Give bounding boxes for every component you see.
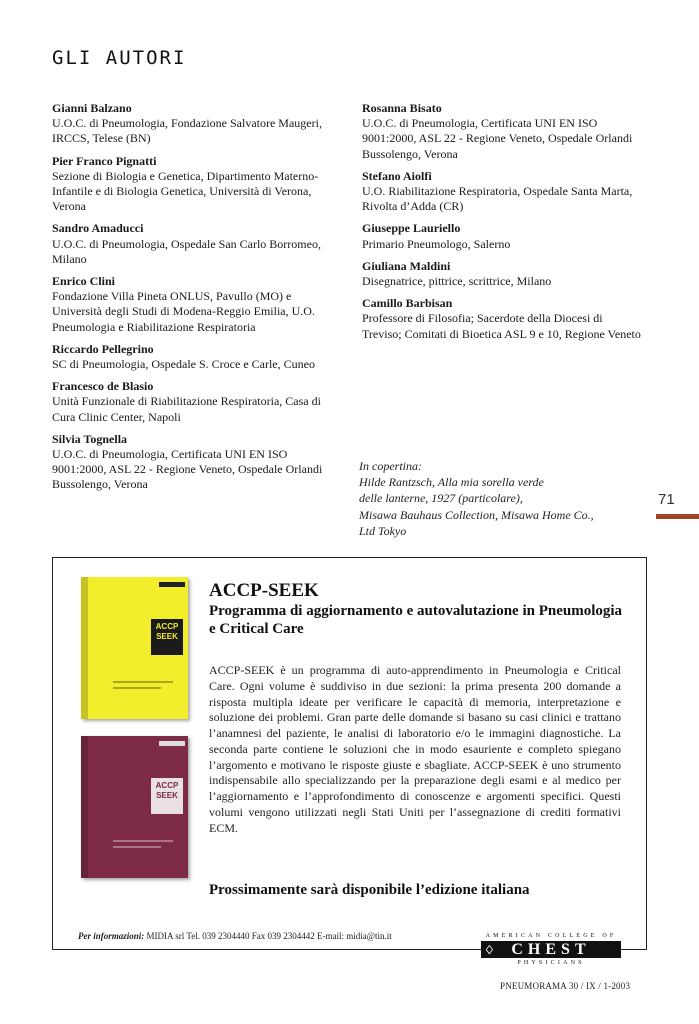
author-name: Enrico Clini <box>52 274 116 289</box>
author-entry <box>362 101 642 162</box>
ad-subtitle: Programma di aggiornamento e autovalutazione in Pneumologia e Critical Care <box>209 603 623 637</box>
author-entry <box>52 101 337 147</box>
logo-main-text: CHEST <box>511 941 591 958</box>
author-name: Rosanna Bisato <box>362 101 442 115</box>
author-entry <box>362 221 642 251</box>
author-affiliation: Disegnatrice, pittrice, scrittrice, Milano <box>362 274 552 289</box>
author-name: Silvia Tognella <box>52 431 128 446</box>
page-accent-bar <box>656 514 699 519</box>
cover-credit <box>359 458 649 539</box>
book-cover-maroon <box>81 736 188 878</box>
accp-seek-advertisement <box>52 557 647 950</box>
author-entry <box>362 259 642 289</box>
author-name: Giuseppe Lauriello <box>362 221 461 236</box>
author-entry <box>52 154 337 215</box>
author-name: Pier Franco Pignatti <box>52 153 157 168</box>
authors-column-left <box>52 101 337 500</box>
author-affiliation: Professore di Filosofia; Sacerdote della Diocesi di Treviso; Comitati di Bioetica ASL 9 e 10, Regione Veneto <box>362 311 641 341</box>
author-entry <box>52 274 337 335</box>
author-affiliation: Fondazione Villa Pineta ONLUS, Pavullo (MO) e Università degli Studi di Modena-Reggio Emilia, U.O. Pneumologia e Riabilitazione Respiratoria <box>52 289 315 334</box>
cover-credit-line: In copertina: <box>359 459 422 473</box>
author-affiliation: Unità Funzionale di Riabilitazione Respiratoria, Casa di Cura Clinic Center, Napoli <box>52 394 321 424</box>
author-entry <box>52 379 337 425</box>
section-title: GLI AUTORI <box>52 47 187 69</box>
cover-credit-line: Hilde Rantzsch, Alla mia sorella verde <box>359 475 544 490</box>
authors-column-right <box>362 101 642 349</box>
book-top-band <box>159 741 185 746</box>
author-affiliation: U.O.C. di Pneumologia, Certificata UNI EN ISO 9001:2000, ASL 22 - Regione Veneto, Ospedale Orlandi Bussolengo, Verona <box>52 447 323 492</box>
ad-body-text: ACCP-SEEK è un programma di auto-apprendimento in Pneumologia e Critical Care. Ogni volume è suddiviso in due sezioni: la prima presenta 200 domande a risposta multipla ideate per verificare le capacità di memoria, interpretazione e soluzione dei problemi. Gran parte delle domande si basano su casi clinici e trattano l’anamnesi del paziente, le analisi di laboratorio e/o le immagini diagnostiche. La seconda parte contiene le soluzioni che in modo esauriente e completo spiegano l’argomento e motivano le risposte giuste e sbagliate. ACCP-SEEK è uno strumento indispensabile allo specializzando per la preparazione degli esami e al medico per l’aggiornamento e l’approfondimento di conoscenze e argomenti specifici. Questi volumi vengono utilizzati negli Stati Uniti per l’assegnazione di crediti formativi ECM. <box>209 663 621 835</box>
ad-contact-info <box>78 931 392 941</box>
book-logo-block: ACCP SEEK <box>151 778 183 814</box>
book-spine <box>81 736 88 878</box>
cover-credit-line: Ltd Tokyo <box>359 523 407 538</box>
author-affiliation: Sezione di Biologia e Genetica, Dipartimento Materno-Infantile e di Biologia Genetica, Università di Verona, Verona <box>52 168 319 214</box>
author-affiliation: U.O. Riabilitazione Respiratoria, Ospedale Santa Marta, Rivolta d’Adda (CR) <box>362 184 633 214</box>
book-spine <box>81 577 88 719</box>
ad-call-to-action: Prossimamente sarà disponibile l’edizione italiana <box>209 882 530 898</box>
book-text-line <box>113 846 161 848</box>
author-entry <box>52 342 337 372</box>
logo-top-text: AMERICAN COLLEGE OF <box>485 933 617 939</box>
author-affiliation: Primario Pneumologo, Salerno <box>362 236 511 251</box>
logo-main-band <box>481 941 621 958</box>
page-number: 71 <box>658 491 675 508</box>
author-entry <box>362 296 642 342</box>
author-affiliation: U.O.C. di Pneumologia, Certificata UNI EN ISO 9001:2000, ASL 22 - Regione Veneto, Ospedale Orlandi Bussolengo, Verona <box>362 116 633 161</box>
book-text-line <box>113 840 173 842</box>
cover-credit-line: delle lanterne, 1927 (particolare), <box>359 491 523 506</box>
author-affiliation: U.O.C. di Pneumologia, Fondazione Salvatore Maugeri, IRCCS, Telese (BN) <box>52 116 322 146</box>
issue-reference: PNEUMORAMA 30 / IX / 1-2003 <box>500 981 631 991</box>
book-logo-block: ACCP SEEK <box>151 619 183 655</box>
author-entry <box>362 169 642 215</box>
contact-label: Per informazioni: <box>78 931 145 941</box>
accp-logo <box>481 932 621 967</box>
author-name: Stefano Aiolfi <box>362 168 432 183</box>
chest-emblem-icon: ♢ <box>484 943 495 957</box>
book-top-band <box>159 582 185 587</box>
book-text-line <box>113 687 161 689</box>
logo-bottom-text: PHYSICIANS <box>517 960 585 966</box>
book-text-line <box>113 681 173 683</box>
author-affiliation: U.O.C. di Pneumologia, Ospedale San Carlo Borromeo, Milano <box>52 236 321 266</box>
ad-title: ACCP-SEEK <box>209 580 319 601</box>
author-name: Camillo Barbisan <box>362 296 453 311</box>
author-name: Giuliana Maldini <box>362 258 451 273</box>
contact-text: MIDIA srl Tel. 039 2304440 Fax 039 2304442 E-mail: midia@tin.it <box>146 931 392 941</box>
author-name: Francesco de Blasio <box>52 379 154 394</box>
author-name: Riccardo Pellegrino <box>52 341 154 356</box>
cover-credit-line: Misawa Bauhaus Collection, Misawa Home Co., <box>359 507 594 522</box>
author-entry <box>52 432 337 493</box>
author-name: Gianni Balzano <box>52 101 132 115</box>
author-affiliation: SC di Pneumologia, Ospedale S. Croce e Carle, Cuneo <box>52 357 315 372</box>
book-cover-yellow <box>81 577 188 719</box>
author-name: Sandro Amaducci <box>52 221 144 236</box>
author-entry <box>52 221 337 267</box>
